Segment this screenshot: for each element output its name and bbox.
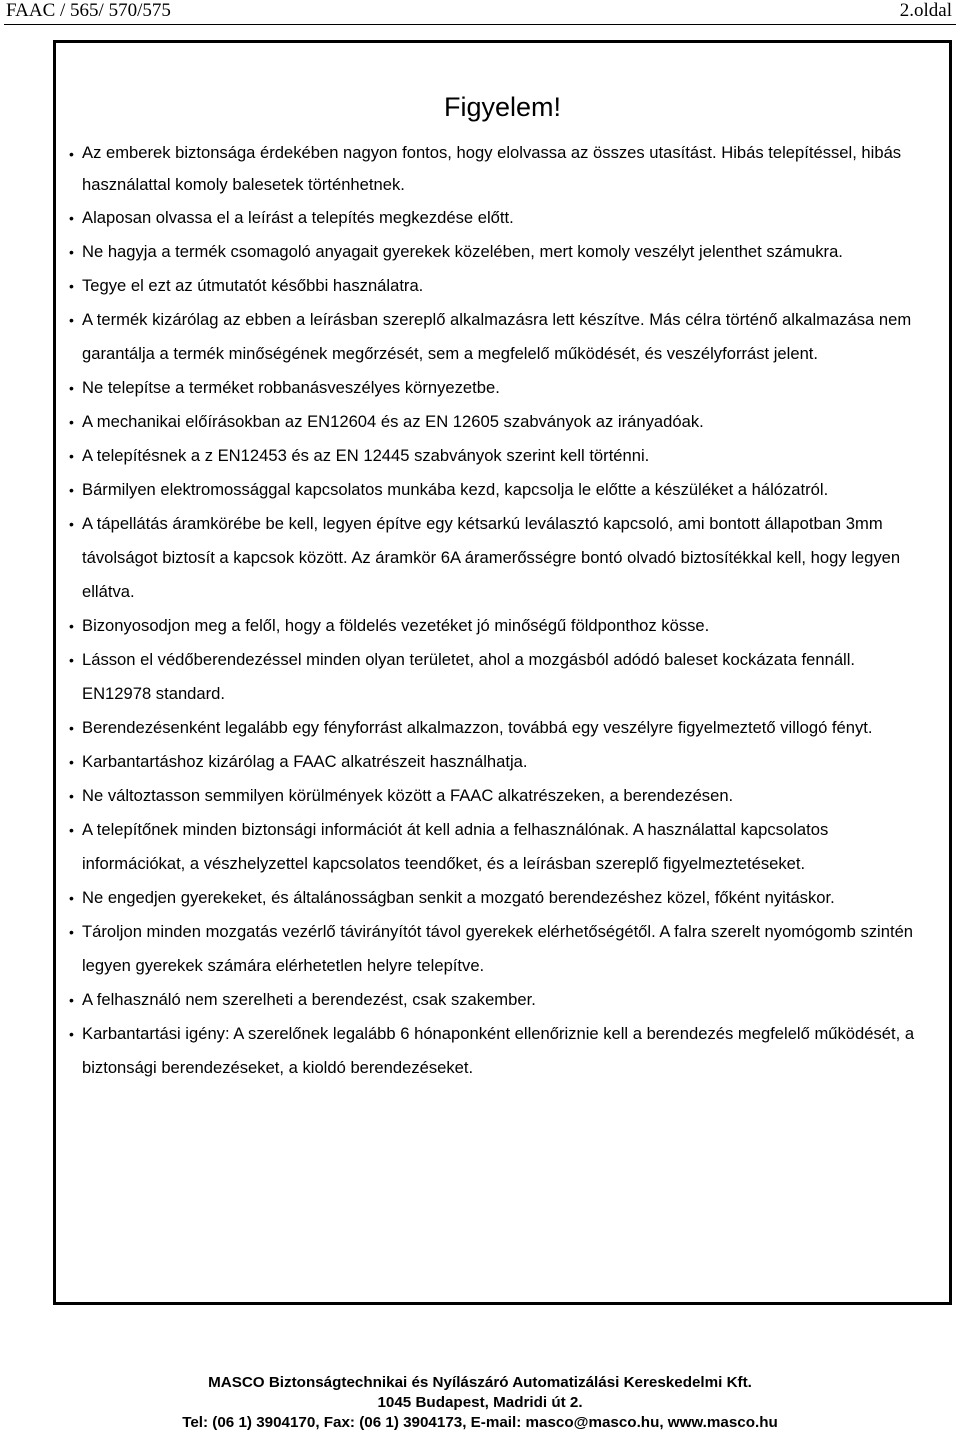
bullet-icon: • xyxy=(69,652,74,668)
list-item-text: A telepítőnek minden biztonsági információt át kell adnia a felhasználónak. A használattal kapcsolatos információkat, a vészhelyzettel kapcsolatos teendőket, és a leírásban szereplő figyelmeztetéseket. xyxy=(82,820,829,873)
warning-title: Figyelem! xyxy=(443,92,562,122)
bullet-icon: • xyxy=(69,380,74,396)
list-item-text: Alaposan olvassa el a leírást a telepítés megkezdése előtt. xyxy=(82,208,514,227)
document-code: FAAC / 565/ 570/575 xyxy=(6,0,171,21)
bullet-icon: • xyxy=(69,146,74,162)
list-item xyxy=(56,439,926,473)
bullet-icon: • xyxy=(69,890,74,906)
bullet-icon: • xyxy=(69,754,74,770)
bullet-icon: • xyxy=(69,788,74,804)
list-item xyxy=(56,609,926,643)
list-item-text: Berendezésenként legalább egy fényforrást alkalmazzon, továbbá egy veszélyre figyelmeztető villogó fényt. xyxy=(82,718,873,737)
bullet-icon: • xyxy=(69,924,74,940)
bullet-icon: • xyxy=(69,414,74,430)
bullet-icon: • xyxy=(69,278,74,294)
bullet-icon: • xyxy=(69,1026,74,1042)
list-item xyxy=(56,371,926,405)
company-footer xyxy=(0,1373,960,1433)
bullet-icon: • xyxy=(69,822,74,838)
list-item-text: A mechanikai előírásokban az EN12604 és az EN 12605 szabványok az irányadóak. xyxy=(82,412,704,431)
list-item xyxy=(56,779,926,813)
list-item xyxy=(56,201,926,235)
list-item xyxy=(56,643,926,711)
list-item xyxy=(56,1017,926,1085)
header-divider xyxy=(4,24,956,25)
list-item-text: Ne változtasson semmilyen körülmények között a FAAC alkatrészeken, a berendezésen. xyxy=(82,786,734,805)
list-item xyxy=(56,711,926,745)
list-item-text: A felhasználó nem szerelheti a berendezést, csak szakember. xyxy=(82,990,536,1009)
list-item-text: A termék kizárólag az ebben a leírásban szereplő alkalmazásra lett készítve. Más célra történő alkalmazása nem garantálja a termék minőségének megőrzését, sem a megfelelő működését, és veszélyforrást jelent. xyxy=(82,310,912,363)
bullet-icon: • xyxy=(69,992,74,1008)
list-item-text: Karbantartási igény: A szerelőnek legalább 6 hónaponként ellenőriznie kell a berendezés megfelelő működését, a biztonsági berendezéseket, a kioldó berendezéseket. xyxy=(82,1024,915,1077)
list-item-text: Ne telepítse a terméket robbanásveszélyes környezetbe. xyxy=(82,378,500,397)
bullet-icon: • xyxy=(69,448,74,464)
list-item-text: Bármilyen elektromossággal kapcsolatos munkába kezd, kapcsolja le előtte a készüléket a hálózatról. xyxy=(82,480,829,499)
list-item-text: A tápellátás áramkörébe be kell, legyen építve egy kétsarkú leválasztó kapcsoló, ami bontott állapotban 3mm távolságot biztosít a kapcsok között. Az áramkör 6A áramerősségre bontó olvadó biztosítékkal kell, hogy legyen ellátva. xyxy=(82,514,901,601)
list-item xyxy=(56,473,926,507)
list-item-text: Tegye el ezt az útmutatót későbbi használatra. xyxy=(82,276,424,295)
company-address: 1045 Budapest, Madridi út 2. xyxy=(377,1394,583,1411)
list-item xyxy=(56,813,926,881)
bullet-icon: • xyxy=(69,244,74,260)
company-contact: Tel: (06 1) 3904170, Fax: (06 1) 3904173, E-mail: masco@masco.hu, www.masco.hu xyxy=(182,1414,778,1431)
list-item xyxy=(56,745,926,779)
list-item xyxy=(56,915,926,983)
company-name: MASCO Biztonságtechnikai és Nyílászáró Automatizálási Kereskedelmi Kft. xyxy=(208,1374,752,1391)
page-number: 2.oldal xyxy=(899,0,952,21)
list-item-text: Ne engedjen gyerekeket, és általánosságban senkit a mozgató berendezéshez közel, főként nyitáskor. xyxy=(82,888,835,907)
bullet-icon: • xyxy=(69,210,74,226)
bullet-icon: • xyxy=(69,516,74,532)
list-item xyxy=(56,983,926,1017)
bullet-icon: • xyxy=(69,482,74,498)
list-item xyxy=(56,235,926,269)
list-item-text: Az emberek biztonsága érdekében nagyon fontos, hogy elolvassa az összes utasítást. Hibás telepítéssel, hibás használattal komoly balesetek történhetnek. xyxy=(82,143,902,194)
list-item-text: Karbantartáshoz kizárólag a FAAC alkatrészeit használhatja. xyxy=(82,752,528,771)
list-item-text: Bizonyosodjon meg a felől, hogy a földelés vezetéket jó minőségű földponthoz kösse. xyxy=(82,616,710,635)
list-item xyxy=(56,507,926,609)
bullet-icon: • xyxy=(69,720,74,736)
safety-instructions-list xyxy=(56,137,926,1085)
list-item xyxy=(56,405,926,439)
bullet-icon: • xyxy=(69,618,74,634)
list-item xyxy=(56,269,926,303)
list-item-text: Ne hagyja a termék csomagoló anyagait gyerekek közelében, mert komoly veszélyt jelenthet számukra. xyxy=(82,242,843,261)
list-item xyxy=(56,881,926,915)
list-item xyxy=(56,137,926,201)
warning-box xyxy=(53,40,952,1305)
list-item xyxy=(56,303,926,371)
list-item-text: A telepítésnek a z EN12453 és az EN 12445 szabványok szerint kell történni. xyxy=(82,446,650,465)
list-item-text: Tároljon minden mozgatás vezérlő távirányítót távol gyerekek elérhetőségétől. A falra szerelt nyomógomb szintén legyen gyerekek számára elérhetetlen helyre telepítve. xyxy=(82,922,914,975)
bullet-icon: • xyxy=(69,312,74,328)
list-item-text: Lásson el védőberendezéssel minden olyan területet, ahol a mozgásból adódó baleset kockázata fennáll. EN12978 standard. xyxy=(82,650,856,703)
